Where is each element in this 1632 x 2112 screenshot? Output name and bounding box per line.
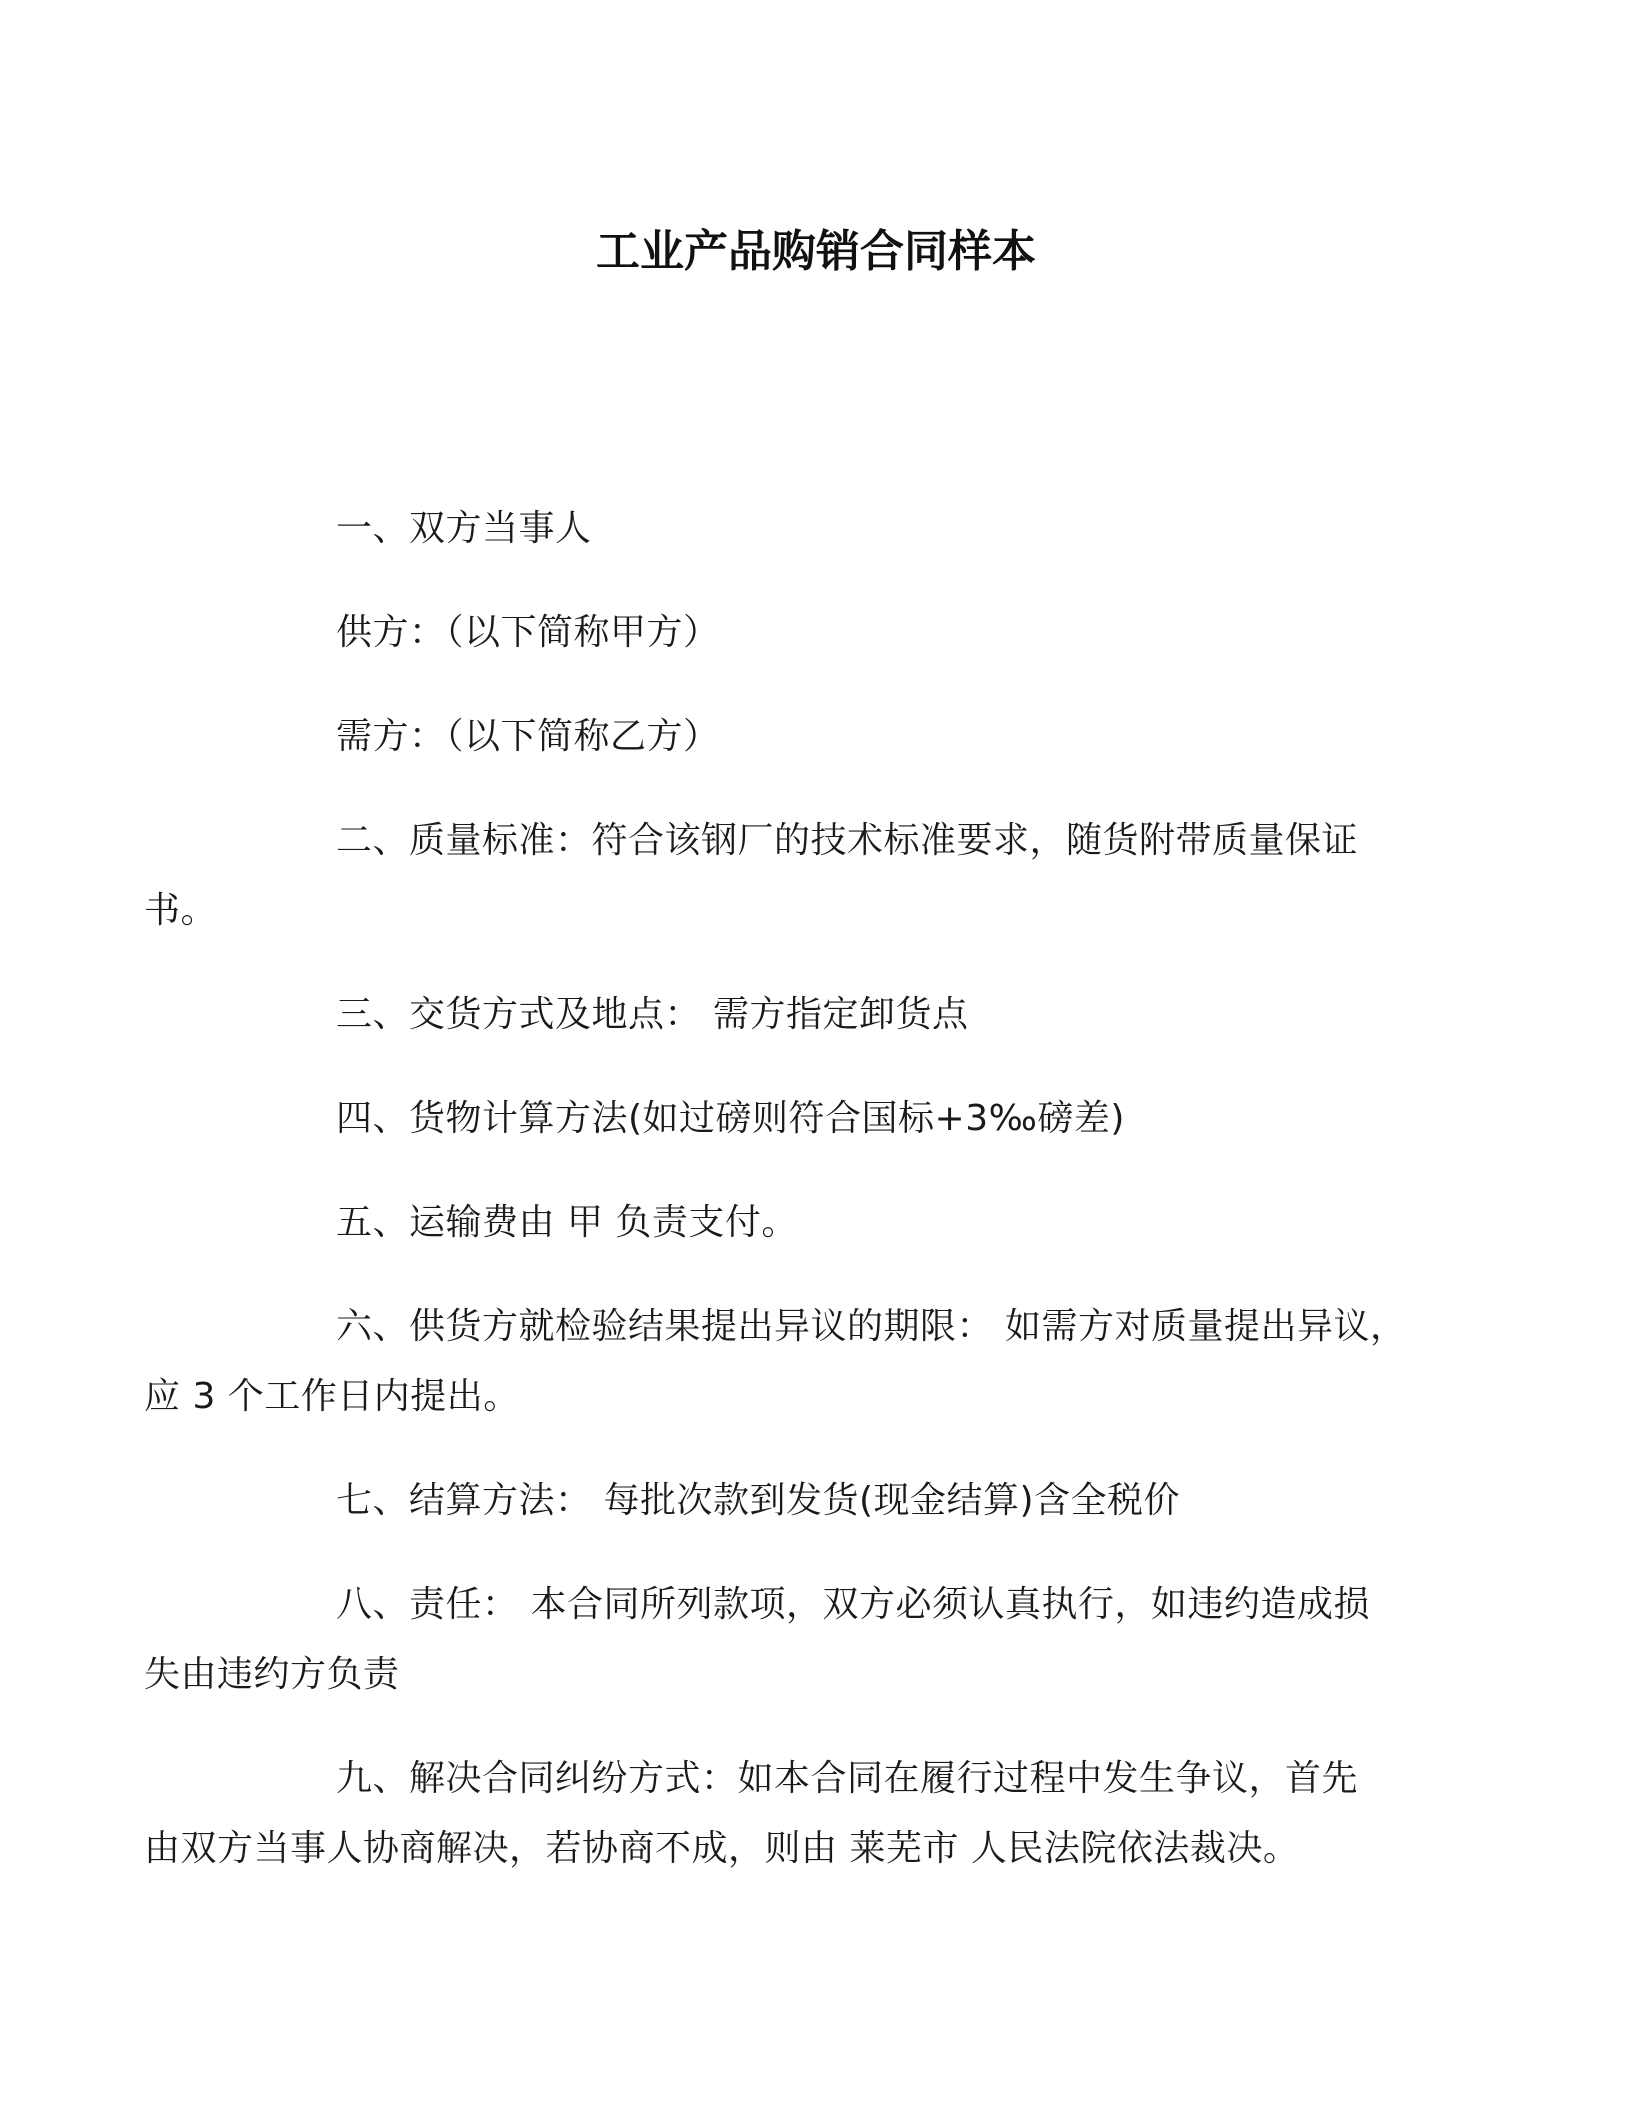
clause-line: 供方：（以下简称甲方） [336, 612, 720, 653]
clause-buyer [240, 702, 1412, 772]
clause-line: 七、结算方法： 每批次款到发货(现金结算)含全税价 [336, 1480, 1181, 1521]
clause-supplier [240, 598, 1412, 668]
clause-6 [144, 1292, 1412, 1432]
document-title: 工业产品购销合同样本 [596, 226, 1036, 277]
clause-line: 五、运输费由 甲 负责支付。 [336, 1202, 798, 1243]
clause-8 [144, 1570, 1412, 1710]
clause-line: 应 3 个工作日内提出。 [144, 1376, 520, 1417]
clause-line: 九、解决合同纠纷方式：如本合同在履行过程中发生争议，首先 [336, 1758, 1359, 1799]
clause-2 [144, 806, 1412, 946]
clause-9 [144, 1744, 1412, 1884]
contract-body [144, 494, 1412, 1918]
clause-7 [240, 1466, 1412, 1536]
clause-line: 六、供货方就检验结果提出异议的期限： 如需方对质量提出异议， [336, 1306, 1407, 1347]
clause-line: 三、交货方式及地点： 需方指定卸货点 [336, 994, 969, 1035]
clause-line: 二、质量标准：符合该钢厂的技术标准要求，随货附带质量保证 [336, 820, 1359, 861]
clause-line: 四、货物计算方法(如过磅则符合国标+3‰磅差) [336, 1098, 1125, 1139]
clause-line: 书。 [144, 890, 218, 931]
clause-3 [240, 980, 1412, 1050]
clause-line: 由双方当事人协商解决，若协商不成，则由 莱芜市 人民法院依法裁决。 [144, 1828, 1300, 1869]
clause-5 [240, 1188, 1412, 1258]
clause-4 [240, 1084, 1412, 1154]
clause-line: 需方：（以下简称乙方） [336, 716, 720, 757]
clause-line: 失由违约方负责 [144, 1654, 400, 1695]
clause-line: 八、责任： 本合同所列款项，双方必须认真执行，如违约造成损 [336, 1584, 1370, 1625]
clause-line: 一、双方当事人 [336, 508, 592, 549]
clause-1 [240, 494, 1412, 564]
